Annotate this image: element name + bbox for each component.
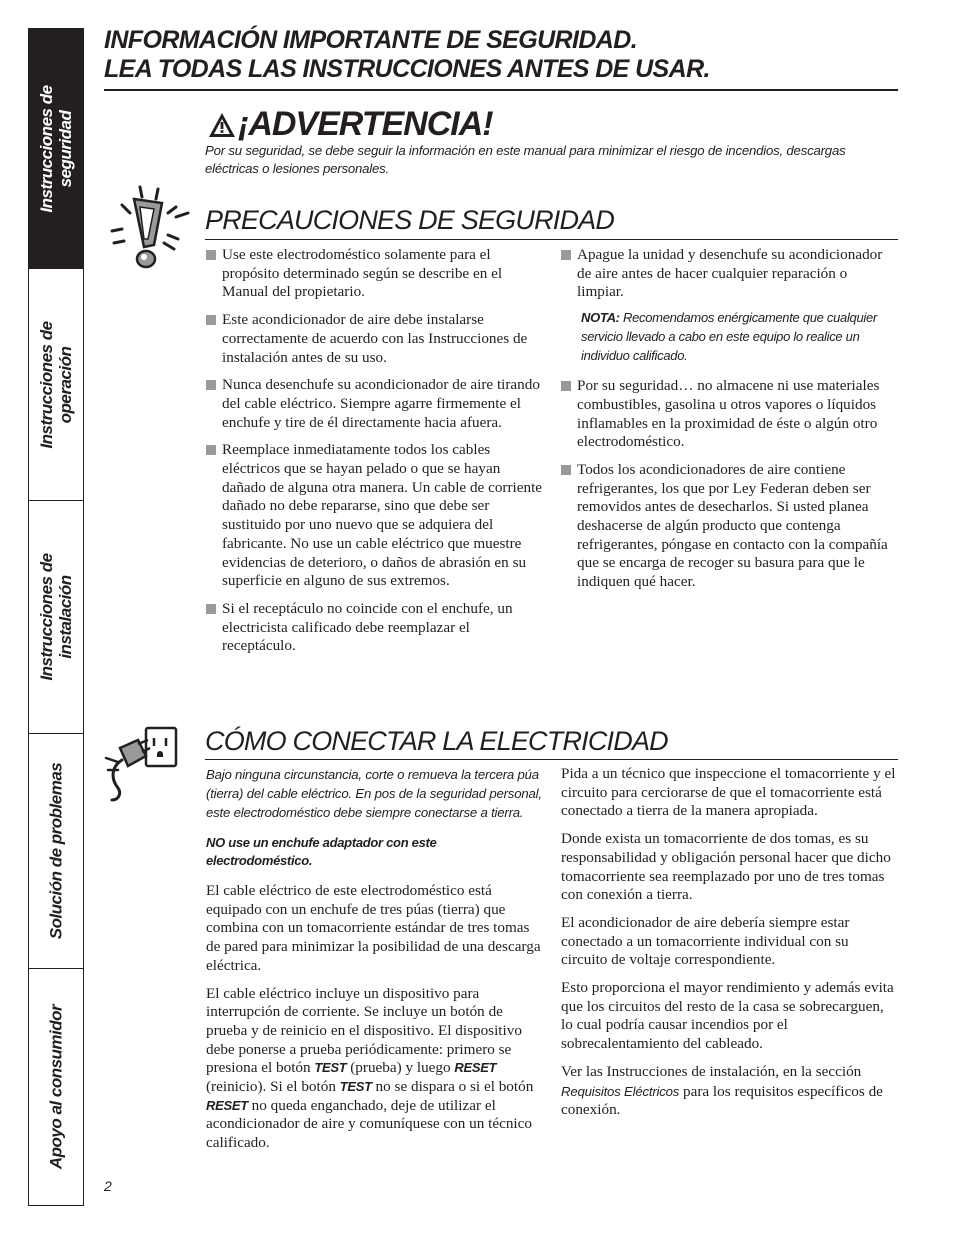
- paragraph: El cable eléctrico de este electrodoméstico está equipado con un enchufe de tres púas (tierra) que combina con un tomacorriente estándar de tres tomas de pared para minimizar la posibilidad de una descarga eléctrica.: [206, 882, 541, 974]
- electricidad-right-column: [561, 765, 897, 1129]
- list-item: Use este electrodoméstico solamente para el propósito determinado según se describe en el Manual del propietario.: [206, 246, 546, 302]
- header-line1: INFORMACIÓN IMPORTANTE DE SEGURIDAD.: [104, 26, 638, 54]
- list-item: Apague la unidad y desenchufe su acondicionador de aire antes de hacer cualquier reparación o limpiar.: [561, 246, 897, 302]
- paragraph: Ver las Instrucciones de instalación, en la sección Requisitos Eléctricos para los requisitos específicos de conexión.: [561, 1062, 883, 1119]
- reset-label: RESET: [454, 1060, 497, 1076]
- list-item: Nunca desenchufe su acondicionador de aire tirando del cable eléctrico. Siempre agarre firmemente el enchufe y tire de él directamente hacia afuera.: [206, 376, 546, 432]
- section-title-electricidad: CÓMO CONECTAR LA ELECTRICIDAD: [205, 726, 668, 756]
- tab-label-line2: operación: [56, 346, 75, 423]
- list-item: Si el receptáculo no coincide con el enchufe, un electricista calificado debe reemplazar el receptáculo.: [206, 600, 546, 656]
- bullet-square-icon: [206, 604, 216, 614]
- tab-label-line2: instalación: [56, 575, 75, 659]
- tab-label-line1: Apoyo al consumidor: [46, 1004, 66, 1170]
- nota-note: [561, 308, 897, 365]
- tab-label-line1: Solución de problemas: [46, 762, 66, 940]
- bullet-square-icon: [206, 315, 216, 325]
- bullet-square-icon: [561, 381, 571, 391]
- plug-outlet-icon: [104, 726, 180, 802]
- paragraph: Donde exista un tomacorriente de dos tomas, es su responsabilidad y obligación personal hacer que dicho tomacorriente sea reemplazado por uno de tres tomas con conexión a tierra.: [561, 830, 891, 904]
- paragraph: El acondicionador de aire debería siempre estar conectado a un tomacorriente individual con su circuito de voltaje correspondiente.: [561, 913, 850, 969]
- section-divider: [205, 239, 898, 240]
- tab-label-line1: Instrucciones de: [37, 84, 56, 213]
- tab-instrucciones-seguridad[interactable]: [29, 29, 83, 269]
- section-divider: [205, 759, 898, 760]
- bullet-square-icon: [561, 250, 571, 260]
- warning-text: Por su seguridad, se debe seguir la información en este manual para minimizar el riesgo de incendios, descargas eléctricas o lesiones personales.: [205, 143, 846, 176]
- paragraph: Pida a un técnico que inspeccione el tomacorriente y el circuito para cerciorarse de que el tomacorriente está conectado a tierra de la manera apropiada.: [561, 765, 896, 820]
- header-divider: [104, 89, 898, 91]
- exclamation-alert-icon: [100, 183, 192, 277]
- page-number: 2: [104, 1178, 112, 1194]
- electricidad-left-column: [206, 765, 542, 1162]
- intro-text: Bajo ninguna circunstancia, corte o remueva la tercera púa (tierra) del cable eléctrico. En pos de la seguridad personal, este electrodoméstico debe siempre conectarse a tierra.: [206, 767, 542, 820]
- requisitos-reference: Requisitos Eléctricos: [561, 1083, 680, 1099]
- list-item: Todos los acondicionadores de aire contiene refrigerantes, los que por Ley Federan deben ser removidos antes de desecharlos. Si usted planea deshacerse de algún producto que contenga refrigerantes, póngase en contacto con la compañía que se encarga de recoger su basura para que le indiquen qué hacer.: [561, 461, 897, 592]
- page-header: [104, 26, 710, 84]
- no-adapter-warning: NO use un enchufe adaptador con este electrodoméstico.: [206, 835, 437, 868]
- bullet-square-icon: [206, 250, 216, 260]
- sidebar-nav: [28, 28, 84, 1206]
- list-item: Este acondicionador de aire debe instalarse correctamente de acuerdo con las Instrucciones de instalación antes de su uso.: [206, 311, 546, 367]
- header-line2: LEA TODAS LAS INSTRUCCIONES ANTES DE USAR.: [104, 55, 710, 83]
- tab-instrucciones-instalacion[interactable]: [29, 501, 83, 734]
- nota-text: Recomendamos enérgicamente que cualquier servicio llevado a cabo en este equipo lo realice un individuo calificado.: [581, 310, 877, 364]
- tab-label-line2: seguridad: [56, 110, 75, 187]
- tab-instrucciones-operacion[interactable]: [29, 269, 83, 501]
- tab-apoyo-consumidor[interactable]: [29, 969, 83, 1205]
- bullet-square-icon: [561, 465, 571, 475]
- tab-label-line1: Instrucciones de: [37, 320, 56, 449]
- bullet-square-icon: [206, 445, 216, 455]
- test-label: TEST: [314, 1060, 347, 1076]
- paragraph: El cable eléctrico incluye un dispositivo para interrupción de corriente. Se incluye un botón de prueba y de reinicio en el dispositivo. El dispositivo debe ponerse a prueba periódicamente: primero se presiona el botón TEST (prueba) y luego RESET (reinicio). Si el botón TEST no se dispara o si el botón RESET no queda enganchado, deje de utilizar el acondicionador de aire y comuníquese con un técnico calificado.: [206, 984, 534, 1152]
- paragraph: Esto proporciona el mayor rendimiento y además evita que los circuitos del resto de la casa se sobrecarguen, lo cual podría causar incendios por el sobrecalentamiento del cableado.: [561, 979, 894, 1053]
- bullet-square-icon: [206, 380, 216, 390]
- warning-title: ¡ADVERTENCIA!: [238, 105, 493, 143]
- reset-label: RESET: [206, 1097, 248, 1113]
- tab-label-line1: Instrucciones de: [37, 553, 56, 681]
- precauciones-left-column: [206, 246, 546, 665]
- section-title-precauciones: PRECAUCIONES DE SEGURIDAD: [205, 205, 615, 235]
- tab-solucion-problemas[interactable]: [29, 734, 83, 969]
- nota-label: NOTA:: [581, 310, 620, 326]
- list-item: Por su seguridad… no almacene ni use materiales combustibles, gasolina u otros vapores o líquidos inflamables en la proximidad de éste o algún otro electrodoméstico.: [561, 377, 897, 452]
- list-item: Reemplace inmediatamente todos los cables eléctricos que se hayan pelado o que se hayan dañado de alguna otra manera. Un cable de corriente dañado no debe repararse, sino que debe ser sustituido por uno nuevo que se adquiera del fabricante. No use un cable eléctrico que muestre evidencias de deterioro, o daños de abrasión en su superficie en alguno de sus extremos.: [206, 441, 546, 591]
- precauciones-right-column: [561, 246, 897, 601]
- test-label: TEST: [339, 1079, 372, 1095]
